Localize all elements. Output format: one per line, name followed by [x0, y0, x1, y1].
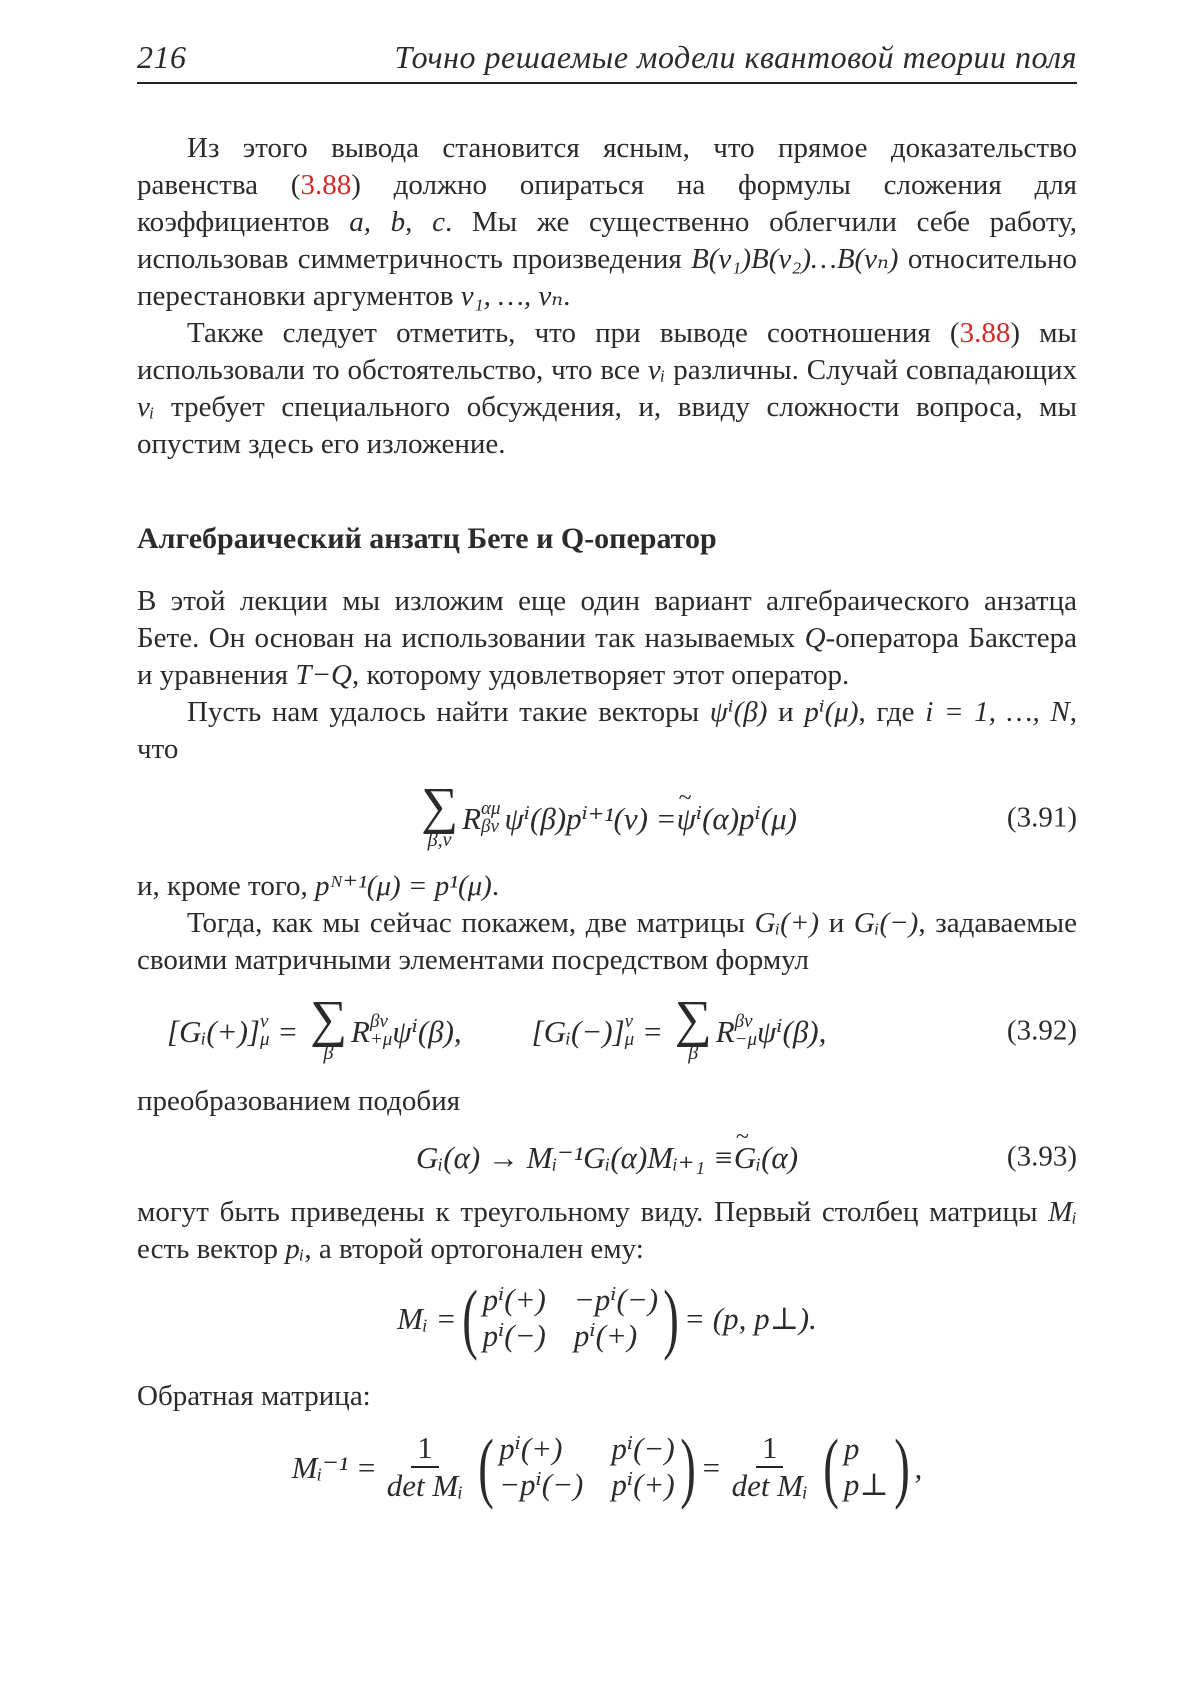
equation-reference-link[interactable]: 3.88 [300, 169, 351, 201]
equation-3-93: Gᵢ(α) → Mᵢ⁻¹Gᵢ(α)Mᵢ₊₁ ≡ ~ G ᵢ(α) (3.93) [137, 1120, 1077, 1194]
sum-symbol: ∑ β [675, 998, 712, 1064]
page-number: 216 [137, 39, 187, 82]
equation-matrix-m: Mᵢ = ( pⁱ(+) −pⁱ(−) pⁱ(−) pⁱ(+) ) = (p, p⊥). [137, 1268, 1077, 1368]
paragraph-2: Также следует отметить, что при выводе соотношения (3.88) мы использовали то обстоятельство, что все vᵢ различны. Случай совпадающих vᵢ требует специального обсуждения, и, ввиду сложности вопроса, мы опустим здесь его изложение. [137, 315, 1077, 463]
paragraph-6: Тогда, как мы сейчас покажем, две матрицы Gᵢ(+) и Gᵢ(−), задаваемые своими матричными элементами посредством формул [137, 905, 1077, 979]
paragraph-7: преобразованием подобия [137, 1083, 1077, 1120]
equation-number: (3.92) [1007, 1013, 1077, 1050]
page-header [137, 36, 1077, 84]
matrix-inverse: pⁱ(+) pⁱ(−) −pⁱ(−) pⁱ(+) [499, 1432, 675, 1502]
equation-inverse-matrix: Mᵢ⁻¹ = 1 det Mᵢ ( pⁱ(+) pⁱ(−) −pⁱ(−) pⁱ(+) ) = 1 det Mᵢ ( p p⊥ ) , [137, 1415, 1077, 1519]
equation-reference-link[interactable]: 3.88 [960, 317, 1011, 349]
paragraph-8: могут быть приведены к треугольному виду. Первый столбец матрицы Mᵢ есть вектор pᵢ, а второй ортогонален ему: [137, 1194, 1077, 1268]
vector-p: p p⊥ [844, 1432, 889, 1502]
paragraph-3: В этой лекции мы изложим еще один вариант алгебраического анзатца Бете. Он основан на использовании так называемых Q-оператора Бакстера и уравнения T−Q, которому удовлетворяет этот оператор. [137, 583, 1077, 694]
equation-number: (3.91) [1007, 800, 1077, 837]
paragraph-5: и, кроме того, pᴺ⁺¹(μ) = p¹(μ). [137, 868, 1077, 905]
section-heading: Алгебраический анзатц Бете и Q-оператор [137, 520, 1077, 557]
matrix-m: pⁱ(+) −pⁱ(−) pⁱ(−) pⁱ(+) [483, 1283, 659, 1353]
page-body [137, 130, 1077, 1519]
equation-3-92: [Gᵢ(+)] ν μ = ∑ β R βν +μ ψⁱ(β), [Gᵢ(−)] ν μ = ∑ β R βν −μ ψⁱ(β), (3.92) [137, 979, 1077, 1083]
sum-symbol: ∑ β,ν [421, 785, 458, 851]
paragraph-4: Пусть нам удалось найти такие векторы ψⁱ(β) и pⁱ(μ), где i = 1, …, N, что [137, 694, 1077, 768]
equation-3-91: ∑ β,ν R αμ βν ψⁱ(β)pⁱ⁺¹(ν) = ~ ψ ⁱ(α)pⁱ(μ) (3.91) [137, 768, 1077, 868]
equation-number: (3.93) [1007, 1139, 1077, 1176]
paragraph-1: Из этого вывода становится ясным, что прямое доказательство равенства (3.88) должно опираться на формулы сложения для коэффициентов a, b, c. Мы же существенно облегчили себе работу, использовав симметричность произведения B(v₁)B(v₂)…B(vₙ) относительно перестановки аргументов v₁, …, vₙ. [137, 130, 1077, 315]
paragraph-9: Обратная матрица: [137, 1378, 1077, 1415]
running-title: Точно решаемые модели квантовой теории поля [395, 39, 1077, 82]
sum-symbol: ∑ β [310, 998, 347, 1064]
book-page [0, 0, 1200, 1700]
